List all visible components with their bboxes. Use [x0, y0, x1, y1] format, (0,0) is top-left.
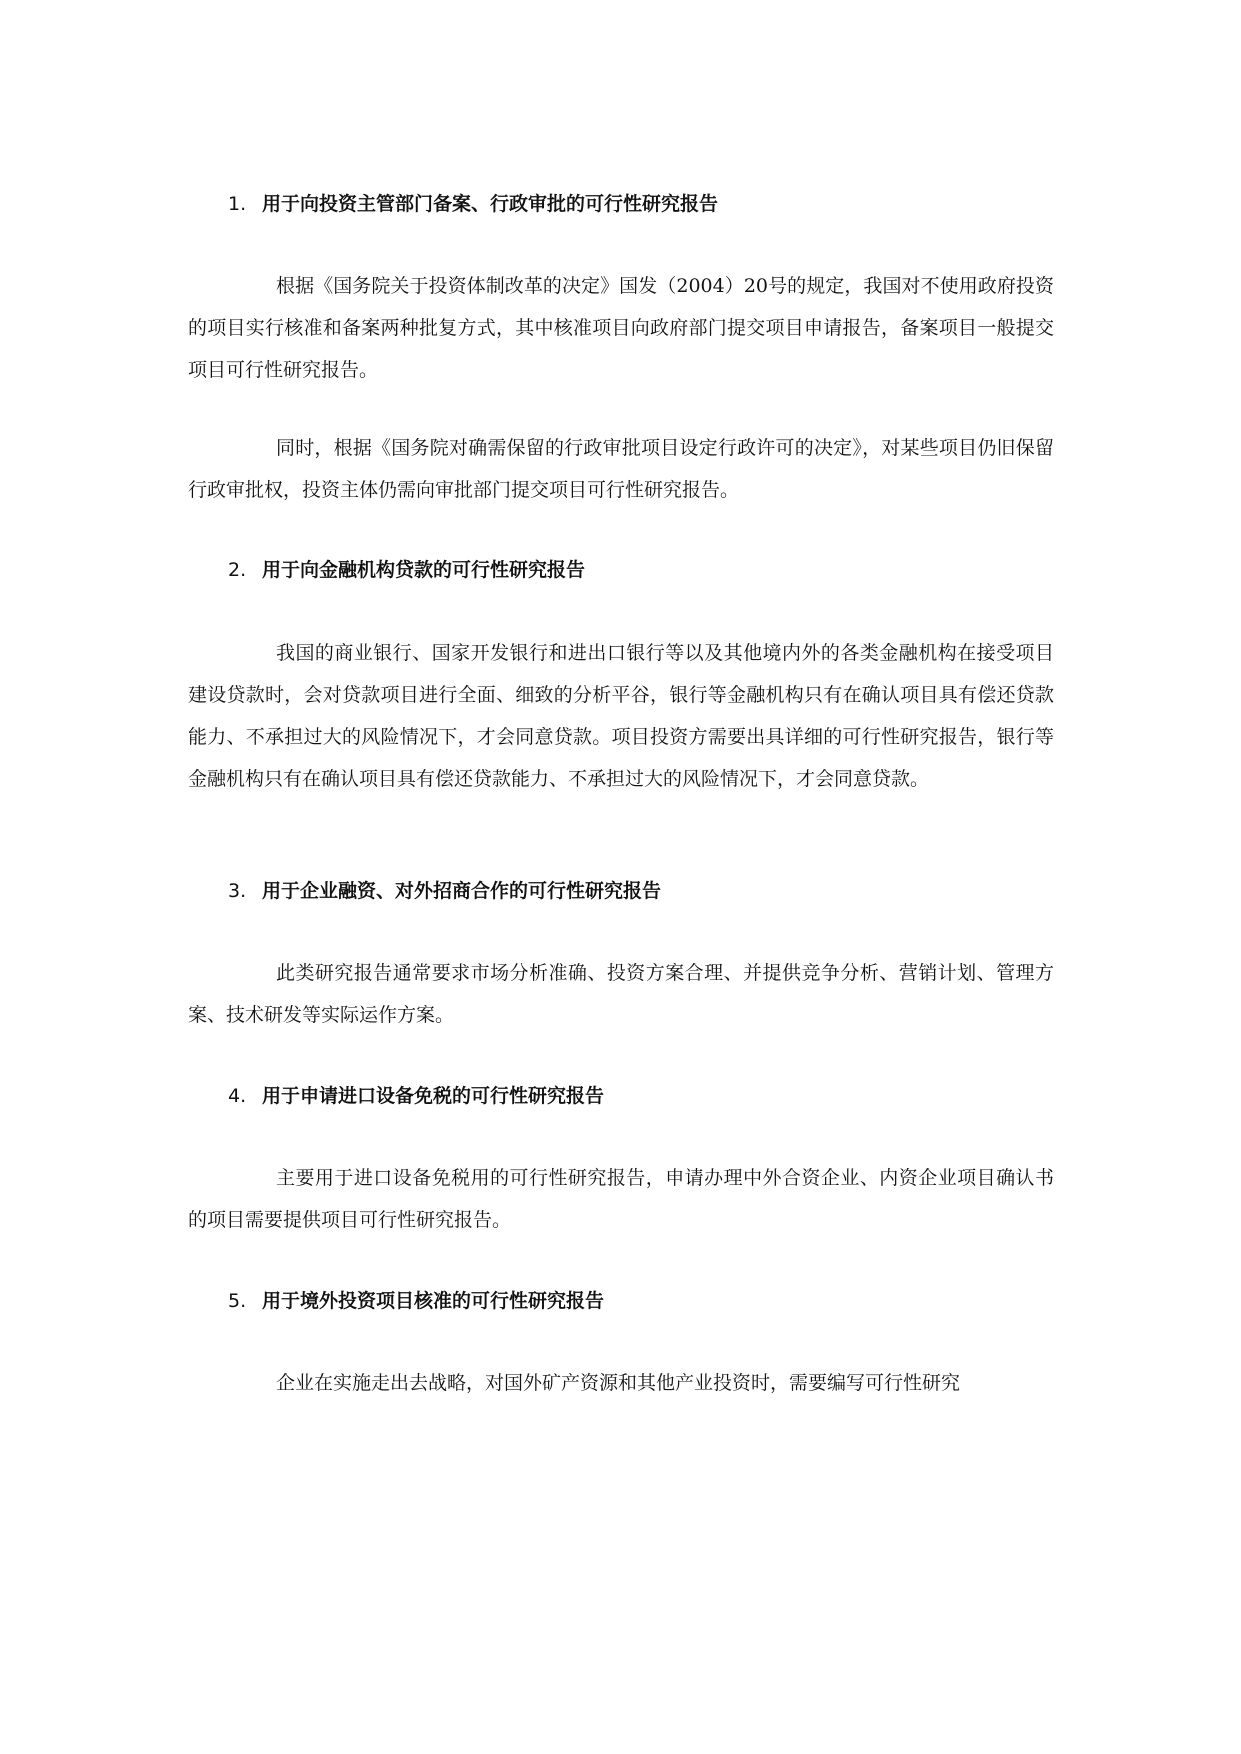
section-number: 5. [228, 1290, 247, 1312]
section-title: 用于向金融机构贷款的可行性研究报告 [262, 559, 586, 581]
section-heading-4 [228, 1084, 1028, 1108]
section-title: 用于向投资主管部门备案、行政审批的可行性研究报告 [262, 193, 719, 215]
section-number: 3. [228, 880, 247, 902]
body-paragraph: 此类研究报告通常要求市场分析准确、投资方案合理、并提供竞争分析、营销计划、管理方案、技术研发等实际运作方案。 [188, 962, 1054, 1026]
section-number: 2. [228, 559, 247, 581]
section-title: 用于申请进口设备免税的可行性研究报告 [262, 1085, 605, 1107]
section-title: 用于境外投资项目核准的可行性研究报告 [262, 1290, 605, 1312]
section-heading-2 [228, 558, 1028, 582]
body-paragraph: 主要用于进口设备免税用的可行性研究报告，申请办理中外合资企业、内资企业项目确认书的项目需要提供项目可行性研究报告。 [188, 1167, 1054, 1231]
section-title: 用于企业融资、对外招商合作的可行性研究报告 [262, 880, 662, 902]
section-heading-3 [228, 879, 1028, 903]
body-paragraph: 同时，根据《国务院对确需保留的行政审批项目设定行政许可的决定》，对某些项目仍旧保留行政审批权，投资主体仍需向审批部门提交项目可行性研究报告。 [188, 437, 1054, 501]
section-heading-5 [228, 1289, 1028, 1313]
body-paragraph: 根据《国务院关于投资体制改革的决定》国发（2004）20号的规定，我国对不使用政府投资的项目实行核准和备案两种批复方式，其中核准项目向政府部门提交项目申请报告，备案项目一般提交项目可行性研究报告。 [188, 275, 1054, 381]
body-paragraph: 企业在实施走出去战略，对国外矿产资源和其他产业投资时，需要编写可行性研究 [276, 1372, 961, 1394]
body-paragraph: 我国的商业银行、国家开发银行和进出口银行等以及其他境内外的各类金融机构在接受项目建设贷款时，会对贷款项目进行全面、细致的分析平谷，银行等金融机构只有在确认项目具有偿还贷款能力、不承担过大的风险情况下，才会同意贷款。项目投资方需要出具详细的可行性研究报告，银行等金融机构只有在确认项目具有偿还贷款能力、不承担过大的风险情况下，才会同意贷款。 [188, 642, 1054, 790]
section-heading-1 [228, 192, 1028, 216]
section-number: 1. [228, 193, 247, 215]
section-number: 4. [228, 1085, 247, 1107]
